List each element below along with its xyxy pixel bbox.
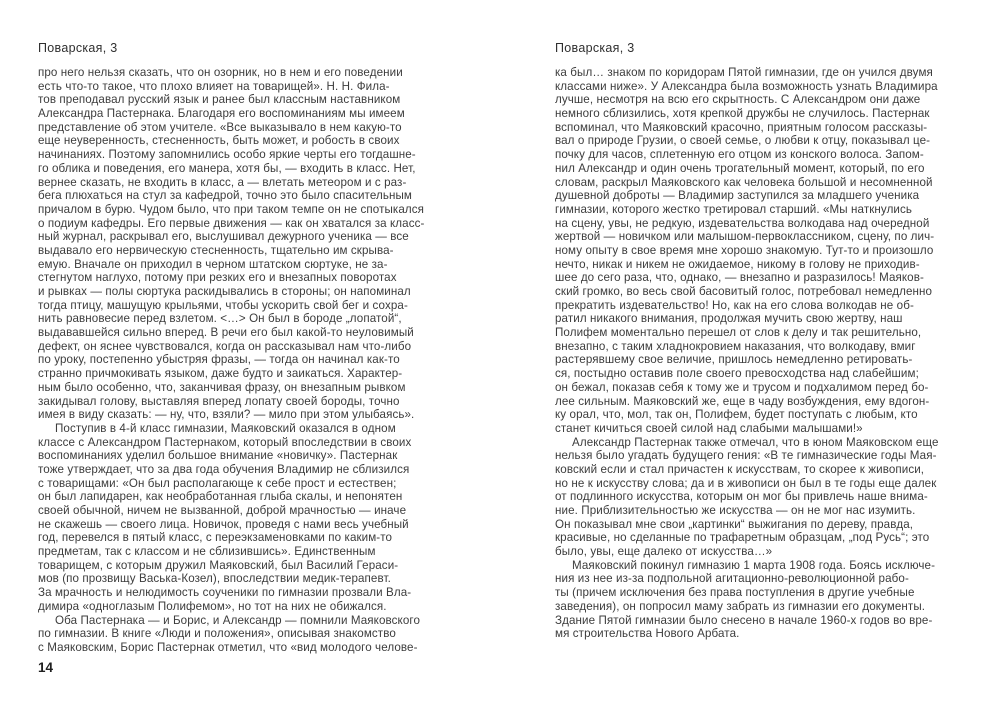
text-line: ку орал, что, мол, так он, Полифем, будет поступать с любым, кто [555,408,918,422]
text-line: тов преподавал русский язык и ранее был классным наставником [38,93,401,107]
text-line: ся, постыдно оставив поле своего превосходства над слабейшим; [555,367,919,381]
text-line: го облика и поведения, его манера, хотя бы, — входить в класс. Нет, [38,161,416,175]
text-line: ному опыту в свое время мне хорошо знакомую. Тут-то и произошло [555,243,934,257]
text-line: выдававшейся сильно вперед. В речи его был какой-то неуловимый [38,326,414,340]
text-line: от подлинного искусства, которым он мог бы привлечь наше внима- [555,490,928,504]
text-line: про него нельзя сказать, что он озорник, но в нем и его поведении [38,66,403,79]
text-line: емую. Вначале он приходил в черном штатском сюртуке, не за- [38,257,388,271]
text-line: растерявшему свое величие, пришлось немедленно ретировать- [555,353,913,367]
text-line: вернее сказать, не входить в класс, а — влетать метеором и с раз- [38,175,407,189]
text-line: закидывал голову, выставляя вперед лопату своей бороды, точно [38,394,400,408]
text-line: почку для часов, сплетенную его отцом из конского волоса. Запом- [555,148,924,162]
text-line: ковский если и стал причастен к искусствам, то скорее к живописи, [555,462,925,476]
running-head-left: Поварская, 3 [38,41,118,55]
text-line: лучше, несмотря на всю его скрытность. С Александром они даже [555,93,921,107]
text-line: гимназии, которого жестко третировал старший. «Мы наткнулись [555,202,913,216]
text-line: тоже утверждает, что за два года обучения Владимир не сблизился [38,462,410,476]
text-line: тогда птицу, машущую крыльями, чтобы ускорить свой бег и сохра- [38,298,408,312]
text-line: по уроку, постепенно убыстряя фразы, — тогда он начинал как-то [38,353,400,367]
text-line: словам, раскрыл Маяковского как человека большой и несомненной [555,175,933,189]
text-line: димира «одноглазым Полифемом», но тот на них не обижался. [38,599,387,613]
text-line: ным было особенно, что, заканчивая фразу, он внезапным рывком [38,380,406,394]
text-line: еще неуверенность, стесненность, быть может, и робость в своих [38,134,400,148]
text-line: нечто, никак и никем не ожидаемое, никому в голову не приходив- [555,257,920,271]
text-line: есть что-то такое, что плохо влияет на товарищей». Н. Н. Фила- [38,79,390,93]
text-line: и рывках — полы сюртука раскидывались в стороны; он напоминал [38,285,411,298]
paragraph [555,436,987,559]
paragraph [555,66,987,436]
text-line: вал о природе Грузии, о своей семье, о любви к отцу, показывал це- [555,134,931,148]
text-line: внезапно, с таким хладнокровием наказания, что волкодаву, вмиг [555,339,916,353]
text-line: Александр Пастернак также отмечал, что в юном Маяковском еще [572,435,939,449]
text-line: За мрачность и нелюдимость соученики по гимназии прозвали Вла- [38,586,412,600]
text-line: мя строительства Нового Арбата. [555,627,740,641]
page-left-body [38,66,470,655]
text-line: имея в виду сказать: — ну, что, взяли? — мило при этом улыбаясь». [38,408,415,422]
text-line: Поступив в 4-й класс гимназии, Маяковский оказался в одном [55,421,396,435]
text-line: странно причмокивать языком, даже будто и заикаться. Характер- [38,367,403,381]
text-line: вспоминал, что Маяковский красочно, приятным голосом рассказы- [555,120,928,134]
paragraph [555,559,987,641]
text-line: выдавало его нервическую стесненность, тщательно им скрыва- [38,243,394,257]
text-line: Он показывал мне свои „картинки“ выжигания по дереву, правда, [555,517,914,531]
text-line: предметам, так с классом и не сблизившись». Единственным [38,545,376,559]
text-line: прекратить издевательство! Но, как на его слова волкодав не об- [555,298,914,312]
text-line: ния из нее из-за подпольной агитационно-революционной рабо- [555,572,909,586]
paragraph [38,422,470,614]
text-line: станет кичиться своей силой над слабыми малышами!» [555,421,863,435]
paragraph [38,66,470,422]
text-line: о подиум кафедры. Его первые движения — как он хватался за класс- [38,216,425,230]
text-line: товарищем, с которым дружил Маяковский, был Василий Гераси- [38,558,399,572]
text-line: Полифем моментально перешел от слов к делу и так решительно, [555,326,922,340]
text-line: нить равновесие перед взлетом. <…> Он был в бороде „лопатой“, [38,312,402,326]
text-line: лее сильным. Маяковский же, еще в чаду возбуждения, ему вдогон- [555,394,930,408]
text-line: стегнутом наглухо, потому при резких его и внезапных поворотах [38,271,397,285]
page-number: 14 [38,660,54,675]
text-line: он был лапидарен, как необработанная глыба скалы, и непонятен [38,490,403,504]
text-line: немного сблизились, хотя крепкой дружбы не случилось. Пастернак [555,107,930,121]
text-line: с товарищами: «Он был располагающе к себе прост и естествен; [38,476,397,490]
text-line: на сцену, увы, не редкую, издевательства волкодава над очередной [555,216,930,230]
running-head-right: Поварская, 3 [555,41,635,55]
page-right [555,0,987,708]
text-line: жертвой — новичком или малышом-первоклассником, сцену, по лич- [555,230,935,244]
text-line: по гимназии. В книге «Люди и положения», описывая знакомство [38,627,396,641]
text-line: Александра Пастернака. Благодаря его воспоминаниям мы имеем [38,107,405,121]
text-line: Оба Пастернака — и Борис, и Александр — помнили Маяковского [55,613,421,627]
text-line: ский громко, во весь свой басовитый голос, потребовал немедленно [555,285,933,298]
page-left [38,0,470,708]
text-line: но не к искусству слова; да и в живописи он был в те годы еще далек [555,476,937,490]
text-line: не скажешь — своего лица. Новичок, проведя с нами весь учебный [38,517,409,531]
text-line: год, перевелся в пятый класс, с переэкзаменовками по каким-то [38,531,393,545]
text-line: красивые, но сделанные по трафаретным образцам, „под Русь“; это [555,531,930,545]
text-line: своей обычной, ничем не вызванной, доброй мрачностью — иначе [38,504,407,517]
text-line: дефект, он яснее чувствовался, когда он рассказывал нам что-либо [38,339,412,353]
text-line: ты (причем исключения без права поступления в другие учебные [555,586,915,600]
text-line: ратил никакого внимания, продолжая мучить свою жертву, наш [555,312,903,326]
text-line: классами ниже». У Александра была возможность узнать Владимира [555,79,938,93]
text-line: ние. Приблизительностью же искусства — он не мог нас изумить. [555,504,916,517]
text-line: он бежал, показав себя к тому же и трусом и подхалимом перед бо- [555,380,929,394]
text-line: заведения), он попросил маму забрать из гимназии его документы. [555,599,926,613]
text-line: классе с Александром Пастернаком, который впоследствии в своих [38,435,412,449]
text-line: шее до сего раза, что, однако, — внезапно и разразилось! Маяков- [555,271,924,285]
text-line: Здание Пятой гимназии было снесено в начале 1960-х годов во вре- [555,613,933,627]
text-line: нил Александр и один очень трогательный момент, который, по его [555,161,925,175]
text-line: представление об этом учителе. «Все выказывало в нем какую-то [38,120,402,134]
page-right-body [555,66,987,641]
text-line: мов (по прозвищу Васька-Козел), впоследствии медик-терапевт. [38,572,391,586]
text-line: душевной доброты — Владимир заступился за младшего ученика [555,189,920,203]
paragraph [38,614,470,655]
text-line: ка был… знаком по коридорам Пятой гимназии, где он учился двумя [555,66,933,79]
text-line: воспоминаниях уделил большое внимание «новичку». Пастернак [38,449,398,463]
text-line: причалом в бурю. Чудом было, что при таком темпе он не спотыкался [38,202,425,216]
text-line: нельзя было угадать будущего гения: «В те гимназические годы Мая- [555,449,937,463]
text-line: ный журнал, раскрывал его, выслушивал дежурного ученика — все [38,230,409,244]
text-line: было, увы, еще далеко от искусства…» [555,545,773,559]
text-line: с Маяковским, Борис Пастернак отметил, что «вид молодого челове- [38,640,418,654]
text-line: бега плюхаться на стул за кафедрой, точно это было спасительным [38,189,413,203]
text-line: начинаниях. Поэтому запомнились особо яркие черты его тогдашне- [38,148,416,162]
text-line: Маяковский покинул гимназию 1 марта 1908 года. Боясь исключе- [572,558,936,572]
